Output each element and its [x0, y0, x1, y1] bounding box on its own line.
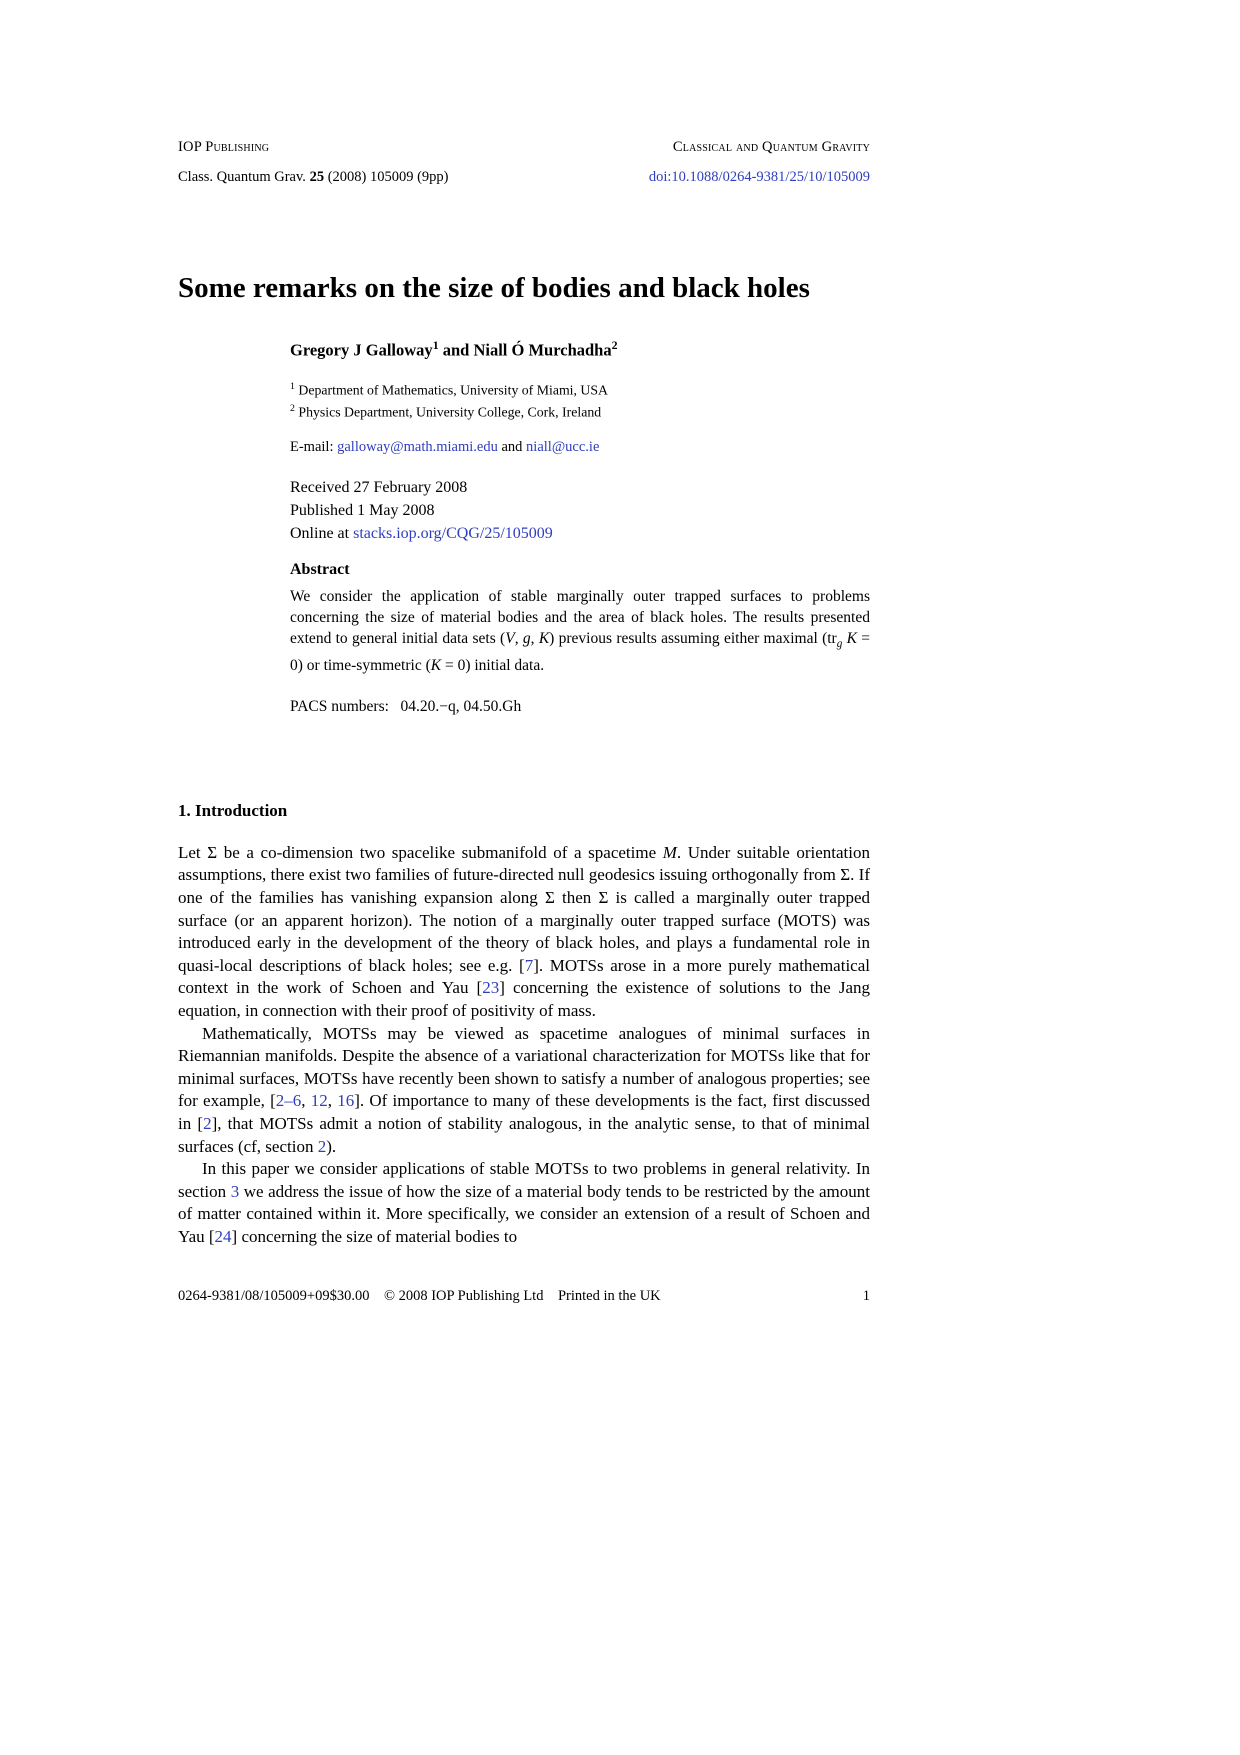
page-number: 1 [862, 1288, 870, 1304]
page-footer [178, 1288, 870, 1305]
ref-23[interactable]: 23 [482, 978, 500, 998]
online-link[interactable]: stacks.iop.org/CQG/25/105009 [353, 524, 553, 542]
affiliation-2: $^2$ Physics Department, University College, Cork, Ireland [290, 403, 602, 420]
section-link-2[interactable]: 2 [317, 1136, 327, 1156]
abstract-heading: Abstract [290, 560, 350, 578]
paper-title: Some remarks on the size of bodies and black holes [178, 272, 810, 304]
ref-24[interactable]: 24 [214, 1226, 232, 1246]
online-line: Online at stacks.iop.org/CQG/25/105009 [290, 524, 553, 542]
published-line: Published 1 May 2008 [290, 501, 435, 519]
affiliation-1: $^1$ Department of Mathematics, University of Miami, USA [290, 380, 609, 398]
ref-2-6[interactable]: 2–6 [275, 1091, 302, 1111]
pacs-line: PACS numbers: 04.20.−q, 04.50.Gh [290, 697, 522, 715]
ref-7[interactable]: 7 [524, 955, 534, 975]
email-link-galloway[interactable]: galloway@math.miami.edu [337, 438, 498, 455]
paragraph-1: Let Σ be a co-dimension two spacelike submanifold of a spacetime M. Under suitable orientation assumptions, there exist two families of future-directed null geodesics issuing orthogonally from Σ. If one of the families has vanishing expansion along Σ then Σ is called a marginally outer trapped surface (or an apparent horizon). The notion of a marginally outer trapped surface (MOTS) was introduced early in the development of the theory of black holes, and plays a fundamental role in quasi-local descriptions of black holes; see e.g. [7]. MOTSs arose in a more purely mathematical context in the work of Schoen and Yau [23] concerning the existence of solutions to the Jang equation, in connection with their proof of positivity of mass. [178, 842, 870, 1020]
article-history [290, 476, 870, 545]
section-link-3[interactable]: 3 [230, 1181, 240, 1201]
footer-copyright: 0264-9381/08/105009+09$30.00 © 2008 IOP Publishing Ltd Printed in the UK [178, 1288, 661, 1304]
journal-name: Classical and Quantum Gravity [672, 139, 870, 155]
ref-16[interactable]: 16 [337, 1091, 355, 1111]
email-link-niall[interactable]: niall@ucc.ie [526, 438, 600, 455]
abstract-text: We consider the application of stable marginally outer trapped surfaces to problems concerning the size of material bodies and the area of black holes. The results presented extend to general initial data sets (V, g, K) previous results assuming either maximal ($tr_g$ K = 0) or time-symmetric (K = 0) initial data. [290, 587, 871, 674]
running-head [178, 0, 870, 156]
introduction-body [178, 842, 870, 1249]
section-heading-introduction: 1. Introduction [178, 800, 288, 820]
affiliations [290, 377, 870, 422]
paragraph-2: Mathematically, MOTSs may be viewed as spacetime analogues of minimal surfaces in Riemannian manifolds. Despite the absence of a variational characterization for MOTSs like that for minimal surfaces, MOTSs have recently been shown to satisfy a number of analogous properties; see for example, [2–6, 12, 16]. Of importance to many of these developments is the fact, first discussed in [2], that MOTSs admit a notion of stability analogous, in the analytic sense, to that of minimal surfaces (cf, section 2). [178, 1023, 871, 1156]
authors-line: Gregory J Galloway$^1$ and Niall Ó Murchadha$^2$ [290, 338, 618, 360]
citation-line: Class. Quantum Grav. 25 (2008) 105009 (9pp) [178, 169, 449, 185]
publisher-name: IOP Publishing [178, 139, 270, 155]
email-line: E-mail: galloway@math.miami.edu and niall@ucc.ie [290, 438, 600, 455]
page-content [178, 0, 870, 1248]
paragraph-3: In this paper we consider applications of stable MOTSs to two problems in general relativity. In section 3 we address the issue of how the size of a material body tends to be restricted by the amount of matter contained within it. More specifically, we consider an extension of a result of Schoen and Yau [24] concerning the size of material bodies to [178, 1159, 871, 1246]
citation-row [178, 168, 870, 186]
ref-12[interactable]: 12 [310, 1091, 328, 1111]
received-line: Received 27 February 2008 [290, 478, 468, 496]
doi-link[interactable]: doi:10.1088/0264-9381/25/10/105009 [648, 169, 870, 185]
ref-2[interactable]: 2 [203, 1113, 212, 1133]
